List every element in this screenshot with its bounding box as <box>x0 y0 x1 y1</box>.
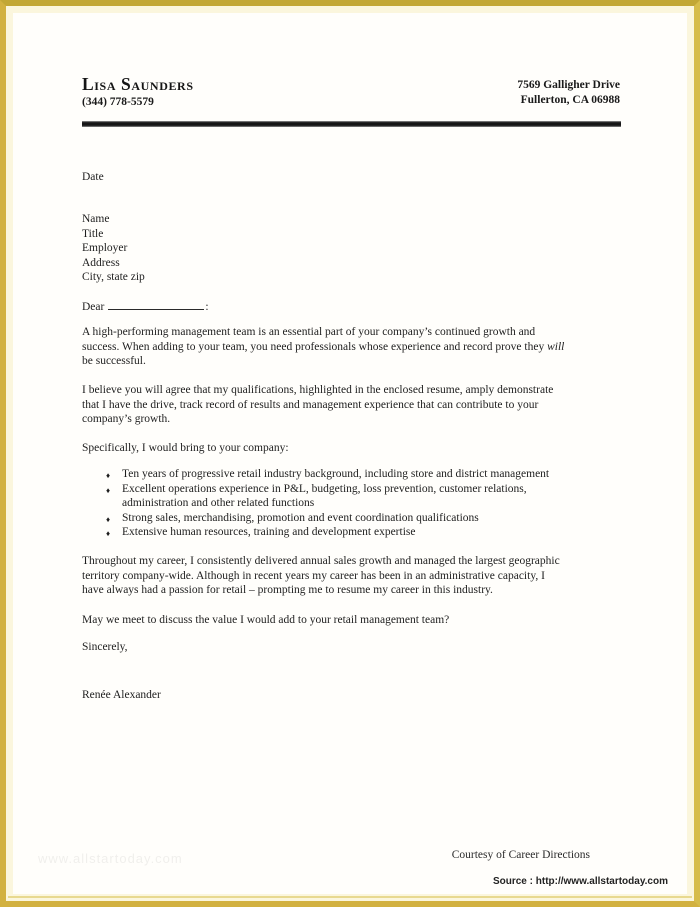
letterhead-divider-rule <box>82 121 621 127</box>
recipient-name-line: Name <box>82 213 110 225</box>
paragraph-opening-line2 <box>82 340 564 355</box>
bullet-item-text: Extensive human resources, training and development expertise <box>122 526 416 539</box>
paragraph-opening-line3: be successful. <box>82 355 146 368</box>
diamond-bullet-icon: ♦ <box>106 529 111 539</box>
bullet-item <box>82 525 549 540</box>
diamond-bullet-icon: ♦ <box>106 514 111 524</box>
diamond-bullet-icon: ♦ <box>106 471 111 480</box>
paragraph-career-line1: Throughout my career, I consistently delivered annual sales growth and managed the largest geographic <box>82 555 560 567</box>
bullet-item-text: Excellent operations experience in P&L, budgeting, loss prevention, customer relations, <box>122 482 527 495</box>
salutation <box>82 298 209 315</box>
recipient-title-line: Title <box>82 227 104 240</box>
paragraph-qualifications-line3: company’s growth. <box>82 413 171 426</box>
faint-watermark: www.allstartoday.com <box>38 851 183 866</box>
paragraph-opening <box>82 325 564 369</box>
bullet-item-text-wrap: administration and other related functions <box>122 497 315 510</box>
courtesy-credit: Courtesy of Career Directions <box>451 849 590 861</box>
recipient-block <box>82 212 145 285</box>
paragraph-qualifications-line1: I believe you will agree that my qualifications, highlighted in the enclosed resume, amply demonstrate <box>82 384 554 396</box>
qualifications-bullet-list <box>82 467 549 540</box>
paragraph-opening-line2-text: success. When adding to your team, you need professionals whose experience and record prove they <box>82 340 548 353</box>
date-label: Date <box>82 171 104 183</box>
paragraph-opening-line1: A high-performing management team is an essential part of your company’s continued growth and <box>82 326 536 338</box>
bullet-item <box>82 482 549 511</box>
diamond-bullet-icon: ♦ <box>106 485 111 495</box>
sender-address-line2: Fullerton, CA 06988 <box>520 94 620 106</box>
sender-phone: (344) 778-5579 <box>82 96 154 108</box>
bullet-item-text: Ten years of progressive retail industry background, including store and district management <box>122 468 550 480</box>
paragraph-qualifications-line2: that I have the drive, track record of results and management experience that can contribute to your <box>82 398 539 411</box>
sender-address <box>517 78 620 108</box>
bullet-item-text: Strong sales, merchandising, promotion and event coordination qualifications <box>122 511 479 524</box>
paragraph-career-line2: territory company-wide. Although in recent years my career has been in an administrative capacity, I <box>82 569 545 582</box>
recipient-employer-line: Employer <box>82 242 128 255</box>
gold-border-bottom-line <box>8 896 692 898</box>
paragraph-qualifications <box>82 383 553 427</box>
recipient-city-line: City, state zip <box>82 271 145 284</box>
closing-salutation: Sincerely, <box>82 641 128 653</box>
source-credit: Source : http://www.allstartoday.com <box>492 876 668 887</box>
sender-name: Lisa Saunders <box>82 74 194 94</box>
bullets-lead-in: Specifically, I would bring to your company: <box>82 442 289 454</box>
paragraph-career-line3: have always had a passion for retail – prompting me to resume my career in this industry. <box>82 584 493 597</box>
bullet-item <box>82 511 549 526</box>
salutation-blank-line <box>108 298 204 310</box>
signature-name: Renée Alexander <box>82 689 161 701</box>
recipient-address-line: Address <box>82 256 120 269</box>
bullet-item <box>82 467 549 482</box>
meeting-request-line: May we meet to discuss the value I would add to your retail management team? <box>82 614 450 626</box>
sender-address-line1: 7569 Galligher Drive <box>517 79 620 91</box>
emphasized-word-will: will <box>547 340 565 353</box>
salutation-colon: : <box>205 301 209 313</box>
salutation-word: Dear <box>82 301 105 313</box>
paragraph-career <box>82 554 560 598</box>
